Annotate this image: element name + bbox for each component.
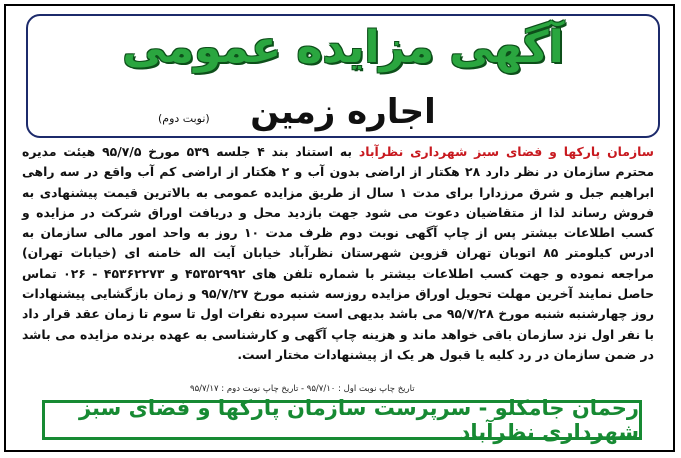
signature-text: رحمان جامکلو - سرپرست سازمان پارکها و فضای سبز شهرداری نظرآباد (78, 396, 639, 444)
ad-body-text: به استناد بند ۴ جلسه ۵۳۹ مورخ ۹۵/۷/۵ هیئت مدیره محترم سازمان در نظر دارد ۲۸ هکتار از اراضی بدون آب و ۲ هکتار از اراضی کم آب واقع در سه راهی ابراهیم جبل و شرق مرزدارا برای مدت ۱ سال از طریق مزایده عمومی به بالاترین قیمت پیشنهادی به فروش رساند لذا از متقاضیان دعوت می شود جهت بازدید محل و دریافت اوراق شرکت در مزایده و کسب اطلاعات بیشتر پس از چاپ آگهی نوبت دوم ظرف مدت ۱۰ روز به واحد امور مالی سازمان به ادرس کیلومتر ۸۵ اتوبان تهران قزوین شهرستان نظرآباد خیابان آیت اله خامنه ای (خیابات تهران) مراجعه نموده و جهت کسب اطلاعات بیشتر با شماره تلفن های ۴۵۳۵۲۹۹۲ و ۴۵۳۶۲۲۷۳ - ۰۲۶ تماس حاصل نمایند آخرین مهلت تحویل اوراق مزایده روزسه شنبه مورخ ۹۵/۷/۲۷ و زمان بازگشایی پیشنهادات روز چهارشنبه شنبه مورخ ۹۵/۷/۲۸ می باشد بدیهی است سپرده نفرات اول تا سوم تا زمان عقد قرار داد با نفر اول نزد سازمان باقی خواهد ماند و هزینه چاپ آگهی و کارشناسی به عهده برنده مزایده می باشد در ضمن سازمان در رد کلیه یا قبول هر یک از پیشنهادات مختار است. (22, 144, 655, 362)
round-note: (نوبت دوم) (158, 112, 210, 125)
header-box (26, 14, 660, 138)
signature-banner (42, 396, 642, 444)
publish-dates: تاریخ چاپ نوبت اول : ۹۵/۷/۱۰ - تاریخ چاپ نوبت دوم : ۹۵/۷/۱۷ (190, 384, 415, 394)
ad-body (22, 142, 654, 365)
org-name: سازمان پارکها و فضای سبز شهرداری نظرآباد (358, 144, 654, 159)
ad-title: آگهی مزایده عمومی (122, 22, 564, 73)
ad-subtitle: اجاره زمین (250, 92, 436, 132)
